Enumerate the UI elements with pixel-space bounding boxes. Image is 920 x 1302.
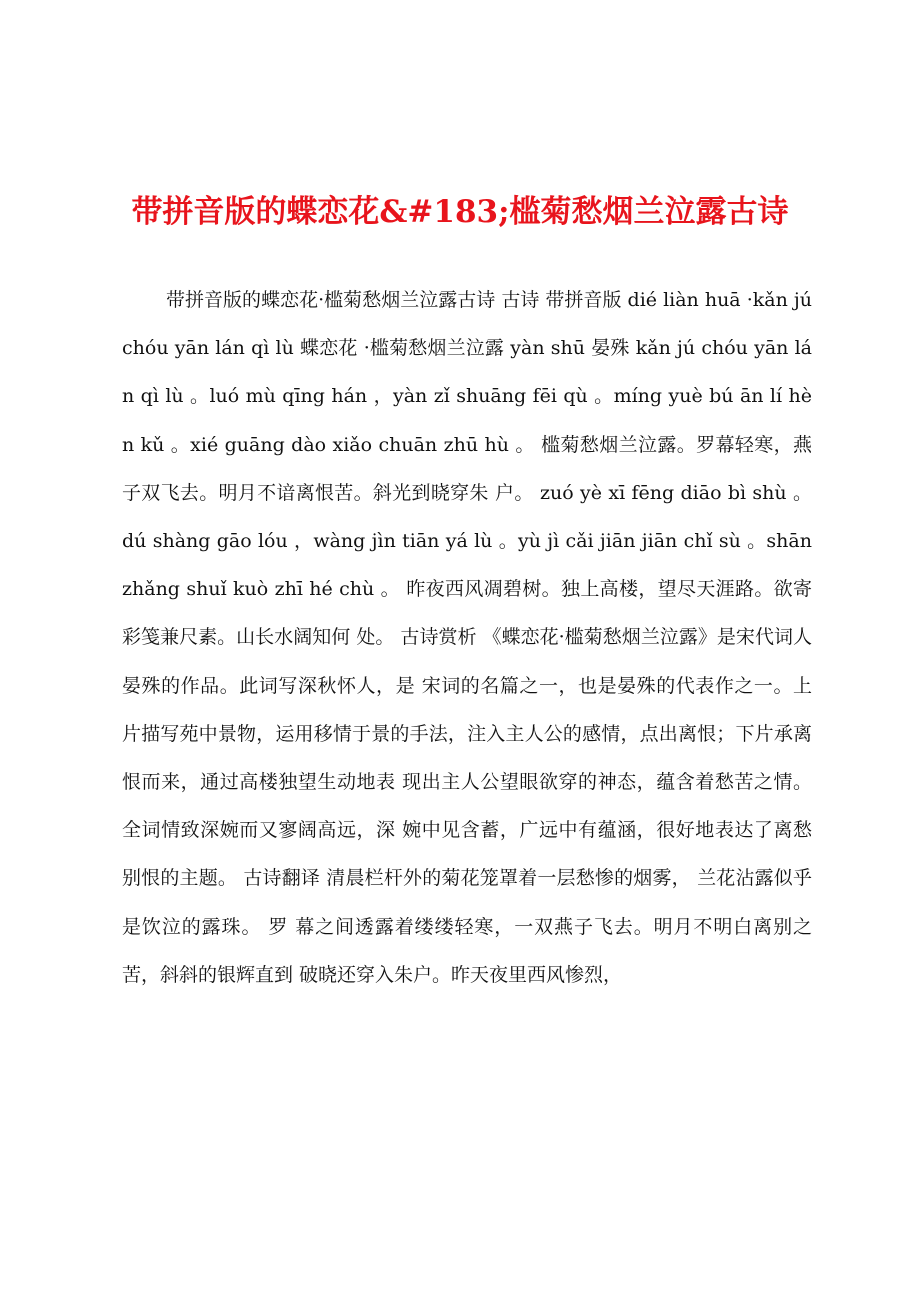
document-title: 带拼音版的蝶恋花&#183;槛菊愁烟兰泣露古诗 xyxy=(131,194,789,230)
document-body-paragraph: 带拼音版的蝶恋花·槛菊愁烟兰泣露古诗 古诗 带拼音版 dié liàn huā ·kǎn jú chóu yān lán qì lù 蝶恋花 ·槛菊愁烟兰泣露 yàn shū 晏殊 kǎn jú chóu yān lán qì lù 。luó mù qīng hán ，yàn zǐ shuāng fēi qù 。míng yuè bú ān lí hèn kǔ 。xié guāng dào xiǎo chuān zhū hù 。 槛菊愁烟兰泣露。罗幕轻寒，燕子双飞去。明月不谙离恨苦。斜光到晓穿朱 户。 zuó yè xī fēng diāo bì shù 。dú shàng gāo lóu ，wàng jìn tiān yá lù 。yù jì cǎi jiān jiān chǐ sù 。shān zhǎng shuǐ kuò zhī hé chù 。 昨夜西风凋碧树。独上高楼，望尽天涯路。欲寄彩笺兼尺素。山长水阔知何 处。 古诗赏析 《蝶恋花·槛菊愁烟兰泣露》是宋代词人晏殊的作品。此词写深秋怀人，是 宋词的名篇之一，也是晏殊的代表作之一。上片描写苑中景物，运用移情于景的手法，注入主人公的感情，点出离恨；下片承离恨而来，通过高楼独望生动地表 现出主人公望眼欲穿的神态，蕴含着愁苦之情。全词情致深婉而又寥阔高远，深 婉中见含蓄，广远中有蕴涵，很好地表达了离愁别恨的主题。 古诗翻译 清晨栏杆外的菊花笼罩着一层愁惨的烟雾， 兰花沾露似乎是饮泣的露珠。 罗 幕之间透露着缕缕轻寒，一双燕子飞去。明月不明白离别之苦，斜斜的银辉直到 破晓还穿入朱户。昨天夜里西风惨烈， xyxy=(122,289,812,986)
